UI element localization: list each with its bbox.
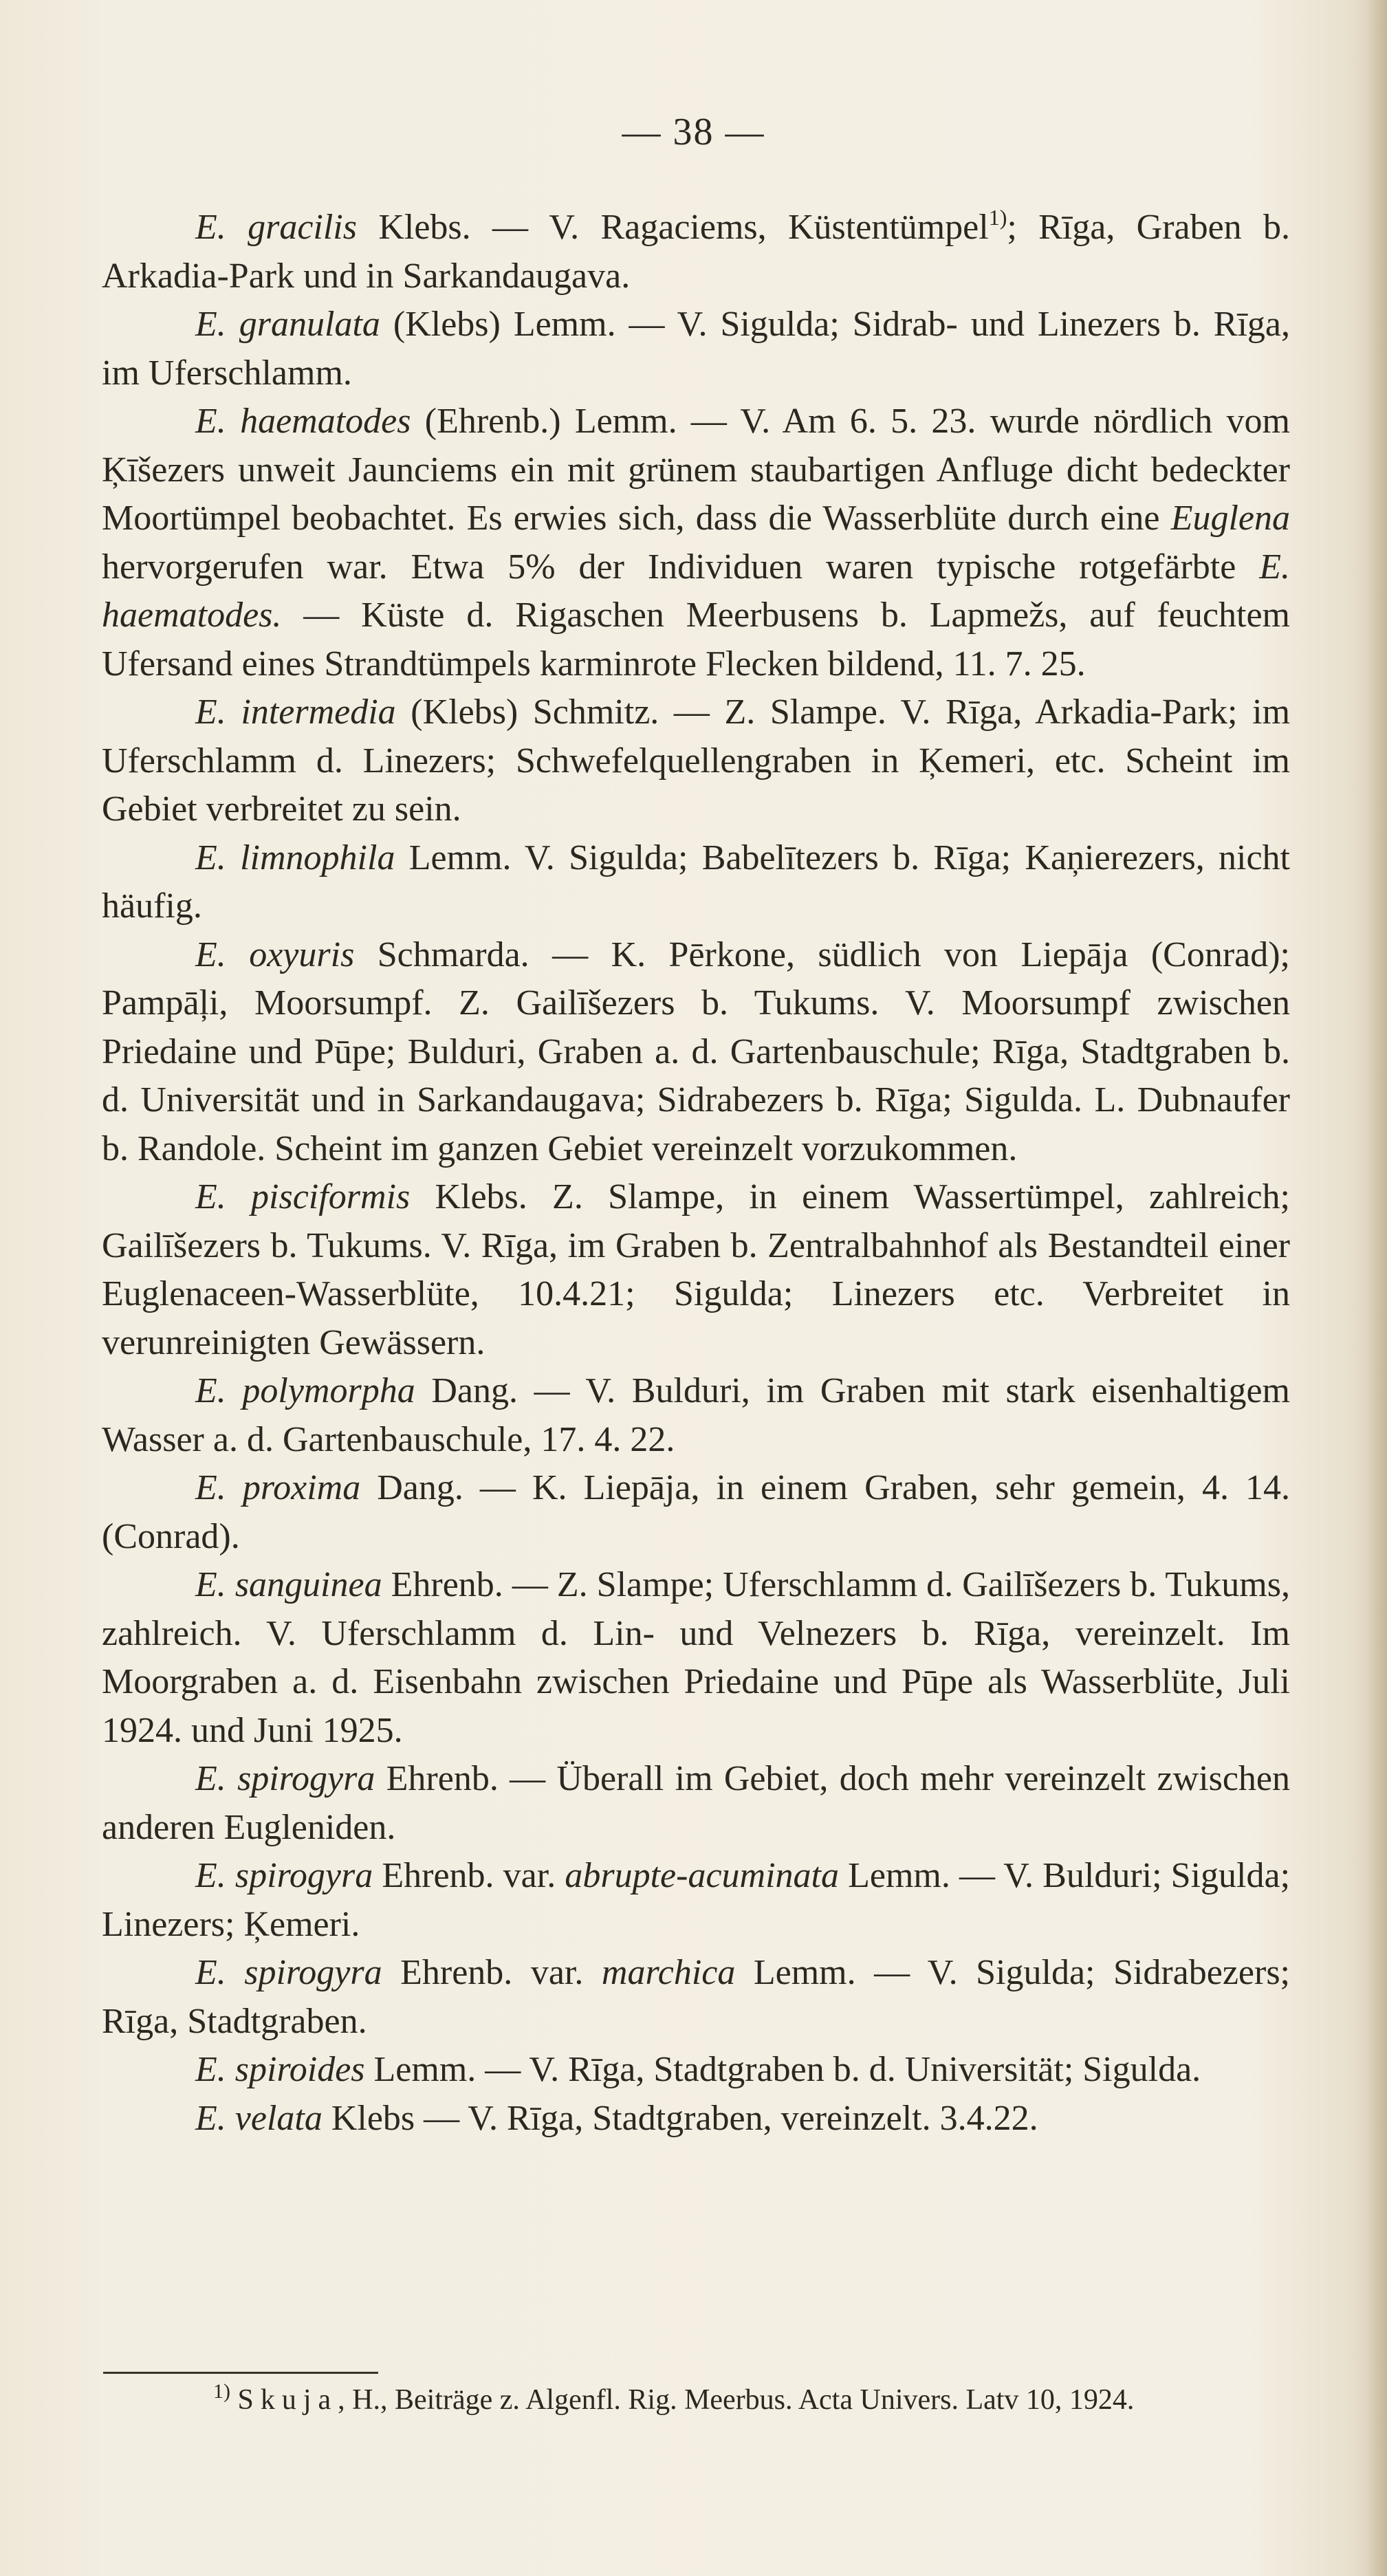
species-name: spirogyra: [244, 1953, 382, 1992]
genus-abbrev: E.: [195, 935, 226, 974]
species-name: velata: [234, 2098, 323, 2138]
genus-abbrev: E.: [195, 402, 226, 441]
footnote-mark: 1): [213, 2380, 230, 2403]
species-name: spirogyra: [234, 1856, 373, 1895]
entry-text: hervorgerufen war. Etwa 5% der Individuen waren typische rotgefärbte: [102, 547, 1260, 587]
entry-text: Lemm. — V. Sigulda; Sidrabezers; Rīga, Stadtgraben.: [102, 1953, 1291, 2041]
entry-spirogyra-abrupte-acuminata: [102, 1852, 1290, 1949]
entry-text: ; Rīga, Graben b. Arkadia-Park und in Sarkandaugava.: [102, 208, 1291, 296]
entry-text: Lemm. — V. Rīga, Stadtgraben b. d. Universität; Sigulda.: [364, 2050, 1201, 2089]
genus-abbrev: E.: [195, 1759, 226, 1798]
footnote: [103, 2381, 1290, 2419]
genus-abbrev: E.: [195, 1565, 226, 1604]
genus-abbrev: E.: [195, 692, 226, 732]
species-name: pisciformis: [251, 1177, 411, 1216]
entry-spirogyra-marchica: [102, 1949, 1290, 2046]
species-name: spiroides: [234, 2050, 365, 2089]
entry-limnophila: [102, 834, 1290, 931]
entry-text: (Klebs) Lemm. — V. Sigulda; Sidrab- und Linezers b. Rīga, im Uferschlamm.: [102, 305, 1291, 393]
text-body: [102, 204, 1290, 2143]
entry-text: — Küste d. Rigaschen Meerbusens b. Lapmežs, auf feuchtem Ufersand eines Strandtümpels karminrote Flecken bildend, 11. 7. 25.: [102, 596, 1290, 684]
species-name: granulata: [239, 305, 380, 344]
genus-abbrev: E.: [195, 1468, 226, 1507]
genus-abbrev: E.: [195, 2098, 226, 2138]
species-name: haematodes: [240, 402, 411, 441]
entry-text: Dang. — V. Bulduri, im Graben mit stark eisenhaltigem Wasser a. d. Gartenbauschule, 17. 4. 22.: [102, 1371, 1291, 1459]
genus-abbrev: E.: [195, 2050, 226, 2089]
entry-text: (Ehrenb.) Lemm. — V. Am 6. 5. 23. wurde nördlich vom Ķīšezers unweit Jaunciems ein mit grünem staubartigen Anfluge dicht bedeckter Moortümpel beobachtet. Es erwies sich, dass die Wasserblüte durch eine: [102, 402, 1290, 538]
genus-abbrev: E.: [195, 838, 226, 877]
page-edge-shadow: [1366, 0, 1387, 2576]
entry-text: Klebs. Z. Slampe, in einem Wassertümpel, zahlreich; Gailīšezers b. Tukums. V. Rīga, im Graben b. Zentralbahnhof als Bestandteil einer Euglenaceen-Wasserblüte, 10.4.21; Sigulda; Linezers etc. Verbreitet in verunreinigten Gewässern.: [102, 1177, 1290, 1362]
genus-abbrev: E.: [195, 305, 226, 344]
entry-oxyuris: [102, 931, 1290, 1174]
entry-haematodes: [102, 397, 1290, 688]
footnote-reference: 1): [988, 205, 1007, 230]
entry-sanguinea: [102, 1561, 1290, 1755]
genus-abbrev: E.: [195, 1371, 226, 1410]
species-name: limnophila: [240, 838, 395, 877]
variety-name: abrupte-acuminata: [565, 1856, 839, 1895]
footnote-author: Skuja: [237, 2384, 338, 2416]
variety-name: marchica: [601, 1953, 736, 1992]
entry-text: Ehrenb. var.: [382, 1953, 602, 1992]
entry-text: Dang. — K. Liepāja, in einem Graben, sehr gemein, 4. 14. (Conrad).: [102, 1468, 1290, 1556]
entry-gracilis: [102, 204, 1290, 301]
genus-abbrev: E.: [195, 208, 226, 247]
entry-intermedia: [102, 688, 1290, 834]
page-number: — 38 —: [622, 111, 765, 153]
genus-abbrev: E.: [195, 1177, 226, 1216]
entry-velata: [102, 2095, 1290, 2143]
species-name: gracilis: [248, 208, 357, 247]
entry-text: Lemm. V. Sigulda; Babelītezers b. Rīga; Kaņierezers, nicht häufig.: [102, 838, 1291, 926]
species-name: spirogyra: [237, 1759, 375, 1798]
entry-text: Klebs — V. Rīga, Stadtgraben, vereinzelt. 3.4.22.: [322, 2098, 1038, 2138]
entry-text: Ehrenb. — Überall im Gebiet, doch mehr vereinzelt zwischen anderen Eugleniden.: [102, 1759, 1290, 1847]
species-name: oxyuris: [249, 935, 355, 974]
entry-text: Schmarda. — K. Pērkone, südlich von Liepāja (Conrad); Pampāļi, Moorsumpf. Z. Gailīšezers b. Tukums. V. Moorsumpf zwischen Priedaine und Pūpe; Bulduri, Graben a. d. Gartenbauschule; Rīga, Stadtgraben b. d. Universität und in Sarkandaugava; Sidrabezers b. Rīga; Sigulda. L. Dubnaufer b. Randole. Scheint im ganzen Gebiet vereinzelt vorzukommen.: [102, 935, 1290, 1168]
footnote-divider: [103, 2372, 378, 2374]
entry-pisciformis: [102, 1173, 1290, 1367]
entry-proxima: [102, 1464, 1290, 1561]
species-name: intermedia: [241, 692, 396, 732]
entry-text: Klebs. — V. Ragaciems, Küstentümpel: [357, 208, 989, 247]
italic-genus: Euglena: [1170, 499, 1290, 538]
entry-spirogyra: [102, 1755, 1290, 1852]
italic-species: E. haematodes.: [102, 547, 1290, 635]
entry-granulata: [102, 301, 1290, 397]
genus-abbrev: E.: [195, 1953, 226, 1992]
entry-text: (Klebs) Schmitz. — Z. Slampe. V. Rīga, Arkadia-Park; im Uferschlamm d. Linezers; Schwefelquellengraben in Ķemeri, etc. Scheint im Gebiet verbreitet zu sein.: [102, 692, 1291, 829]
species-name: sanguinea: [234, 1565, 382, 1604]
species-name: polymorpha: [242, 1371, 415, 1410]
species-name: proxima: [242, 1468, 361, 1507]
entry-text: Ehrenb. — Z. Slampe; Uferschlamm d. Gailīšezers b. Tukums, zahlreich. V. Uferschlamm d. Lin- und Velnezers b. Rīga, vereinzelt. Im Moorgraben a. d. Eisenbahn zwischen Priedaine und Pūpe als Wasserblüte, Juli 1924. und Juni 1925.: [102, 1565, 1290, 1750]
entry-text: Lemm. — V. Bulduri; Sigulda; Linezers; Ķemeri.: [102, 1856, 1291, 1944]
entry-polymorpha: [102, 1367, 1290, 1464]
genus-abbrev: E.: [195, 1856, 226, 1895]
footnote-text: , H., Beiträge z. Algenfl. Rig. Meerbus. Acta Univers. Latv 10, 1924.: [338, 2384, 1135, 2416]
entry-spiroides: [102, 2046, 1290, 2095]
entry-text: Ehrenb. var.: [373, 1856, 565, 1895]
